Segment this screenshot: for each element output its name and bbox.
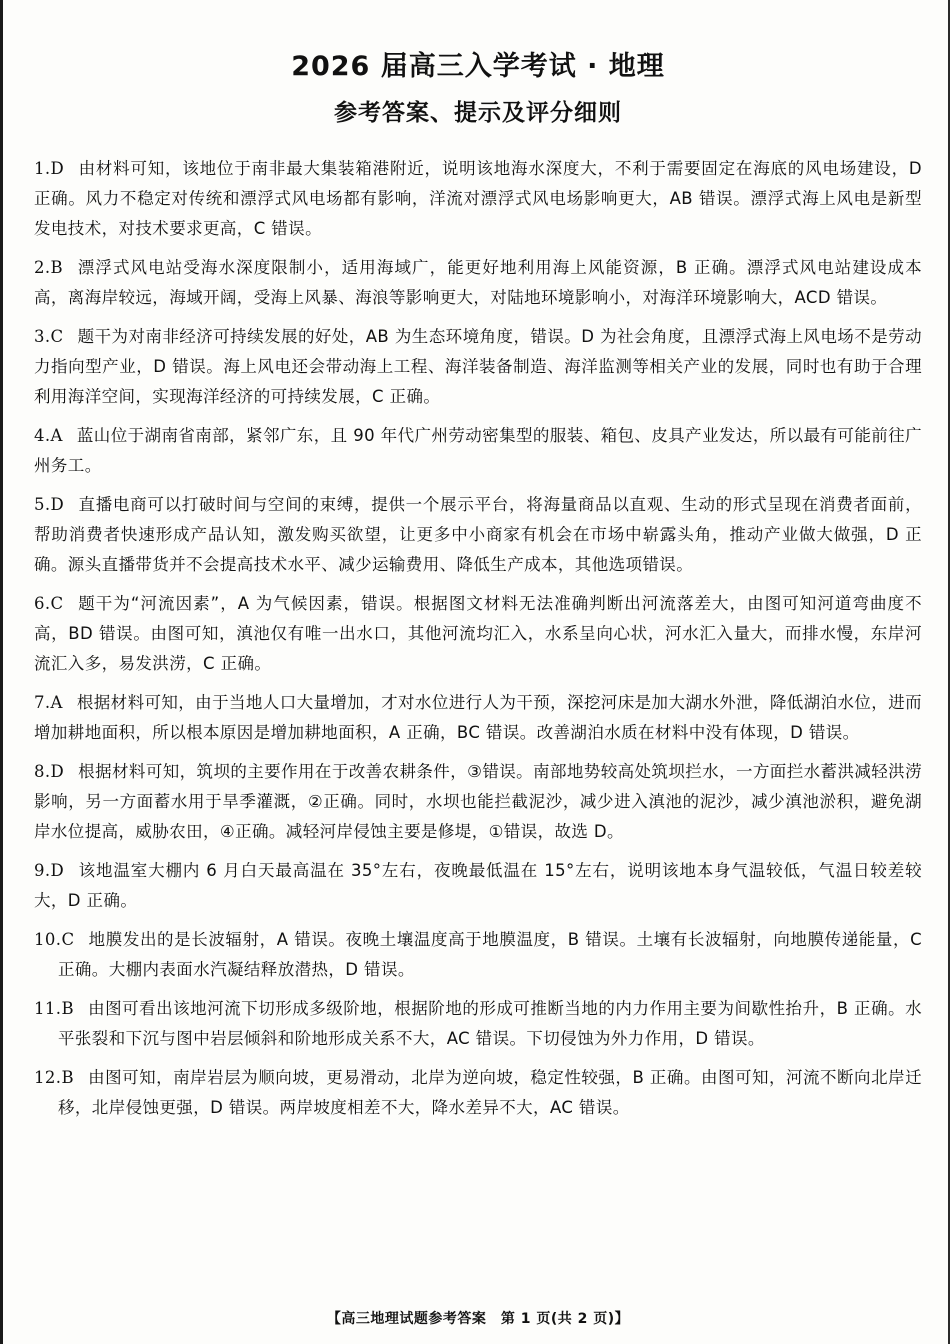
answer-number: 12.B bbox=[34, 1068, 74, 1087]
answer-number: 4.A bbox=[34, 426, 63, 445]
page-footer: 【高三地理试题参考答案 第 1 页(共 2 页)】 bbox=[326, 1311, 630, 1327]
answer-number: 8.D bbox=[34, 762, 65, 781]
answer-explanation: 由图可看出该地河流下切形成多级阶地，根据阶地的形成可推断当地的内力作用主要为间歇性抬升，B 正确。水平张裂和下沉与图中岩层倾斜和阶地形成关系不大，AC 错误。下切侵蚀为外力作用，D 错误。 bbox=[58, 999, 922, 1048]
answer-explanation: 由图可知，南岸岩层为顺向坡，更易滑动，北岸为逆向坡，稳定性较强，B 正确。由图可知，河流不断向北岸迁移，北岸侵蚀更强，D 错误。两岸坡度相差不大，降水差异不大，AC 错误。 bbox=[58, 1068, 922, 1117]
answer-number: 6.C bbox=[34, 594, 64, 613]
answer-explanation: 蓝山位于湖南省南部，紧邻广东，且 90 年代广州劳动密集型的服装、箱包、皮具产业发达，所以最有可能前往广州务工。 bbox=[34, 426, 922, 475]
answer-number: 5.D bbox=[34, 495, 65, 514]
page-title: 2026 届高三入学考试 · 地理 bbox=[291, 51, 665, 82]
answer-explanation: 题干为“河流因素”，A 为气候因素，错误。根据图文材料无法准确判断出河流落差大，由图可知河道弯曲度不高，BD 错误。由图可知，滇池仅有唯一出水口，其他河流均汇入，水系呈向心状，河水汇入量大，而排水慢，东岸河流汇入多，易发洪涝，C 正确。 bbox=[34, 594, 922, 673]
answer-item-8 bbox=[34, 757, 922, 847]
answer-item-9 bbox=[34, 856, 922, 916]
answer-item-3 bbox=[34, 322, 922, 412]
answer-number: 1.D bbox=[34, 159, 65, 178]
answer-explanation: 根据材料可知，由于当地人口大量增加，才对水位进行人为干预，深挖河床是加大湖水外泄，降低湖泊水位，进而增加耕地面积，所以根本原因是增加耕地面积，A 正确，BC 错误。改善湖泊水质在材料中没有体现，D 错误。 bbox=[34, 693, 922, 742]
answer-item-6 bbox=[34, 589, 922, 679]
answer-number: 2.B bbox=[34, 258, 64, 277]
answer-item-10 bbox=[34, 925, 922, 985]
answer-number: 9.D bbox=[34, 861, 65, 880]
answer-explanation: 根据材料可知，筑坝的主要作用在于改善农耕条件，③错误。南部地势较高处筑坝拦水，一方面拦水蓄洪减轻洪涝影响，另一方面蓄水用于旱季灌溉，②正确。同时，水坝也能拦截泥沙，减少进入滇池的泥沙，减少滇池淤积，避免湖岸水位提高，威胁农田，④正确。减轻河岸侵蚀主要是修堤，①错误，故选 D。 bbox=[34, 762, 922, 841]
answer-item-1 bbox=[34, 154, 922, 244]
answer-item-4 bbox=[34, 421, 922, 481]
answer-number: 3.C bbox=[34, 327, 64, 346]
answer-list bbox=[34, 154, 922, 1132]
answer-number: 11.B bbox=[34, 999, 74, 1018]
answer-item-2 bbox=[34, 253, 922, 313]
answer-explanation: 该地温室大棚内 6 月白天最高温在 35°左右，夜晚最低温在 15°左右，说明该地本身气温较低，气温日较差较大，D 正确。 bbox=[34, 861, 922, 910]
page-subtitle: 参考答案、提示及评分细则 bbox=[334, 100, 622, 126]
answer-number: 7.A bbox=[34, 693, 63, 712]
answer-item-12 bbox=[34, 1063, 922, 1123]
answer-item-7 bbox=[34, 688, 922, 748]
answer-explanation: 由材料可知，该地位于南非最大集装箱港附近，说明该地海水深度大，不利于需要固定在海底的风电场建设，D 正确。风力不稳定对传统和漂浮式风电场都有影响，洋流对漂浮式风电场影响更大，AB 错误。漂浮式海上风电是新型发电技术，对技术要求更高，C 错误。 bbox=[34, 159, 922, 238]
answer-explanation: 地膜发出的是长波辐射，A 错误。夜晚土壤温度高于地膜温度，B 错误。土壤有长波辐射，向地膜传递能量，C 正确。大棚内表面水汽凝结释放潜热，D 错误。 bbox=[58, 930, 922, 979]
answer-item-11 bbox=[34, 994, 922, 1054]
answer-explanation: 漂浮式风电站受海水深度限制小，适用海域广，能更好地利用海上风能资源，B 正确。漂浮式风电站建设成本高，离海岸较远，海域开阔，受海上风暴、海浪等影响更大，对陆地环境影响小，对海洋环境影响大，ACD 错误。 bbox=[34, 258, 922, 307]
answer-number: 10.C bbox=[34, 930, 75, 949]
answer-item-5 bbox=[34, 490, 922, 580]
answer-explanation: 直播电商可以打破时间与空间的束缚，提供一个展示平台，将海量商品以直观、生动的形式呈现在消费者面前，帮助消费者快速形成产品认知，激发购买欲望，让更多中小商家有机会在市场中崭露头角，推动产业做大做强，D 正确。源头直播带货并不会提高技术水平、减少运输费用、降低生产成本，其他选项错误。 bbox=[34, 495, 922, 574]
answer-explanation: 题干为对南非经济可持续发展的好处，AB 为生态环境角度，错误。D 为社会角度，且漂浮式海上风电场不是劳动力指向型产业，D 错误。海上风电还会带动海上工程、海洋装备制造、海洋监测等相关产业的发展，同时也有助于合理利用海洋空间，实现海洋经济的可持续发展，C 正确。 bbox=[34, 327, 922, 406]
